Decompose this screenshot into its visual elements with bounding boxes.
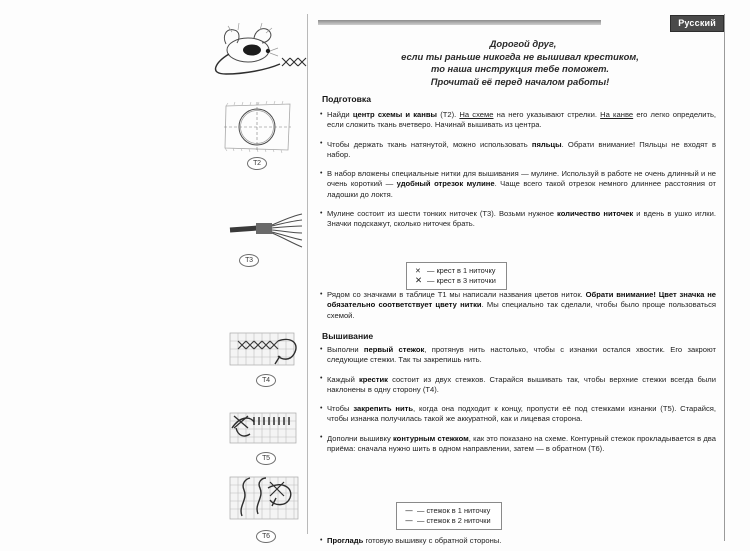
legend-label: — крест в 3 ниточки <box>427 276 496 285</box>
instruction-bullet: • Чтобы закрепить нить, когда она подходит к концу, пропусти её под стежками изнанки (T5). Старайся, чтобы изнанка получилась такой же аккуратной, как и лицевая сторона. <box>320 404 716 425</box>
instruction-bullet: • Чтобы держать ткань натянутой, можно использовать пяльцы. Обрати внимание! Пяльцы не входят в набор. <box>320 140 716 161</box>
preparation-heading: Подготовка <box>322 94 371 104</box>
figure-label-t5: T5 <box>256 452 276 465</box>
header-rule <box>318 20 601 25</box>
instruction-bullet: • Дополни вышивку контурным стежком, как это показано на схеме. Контурный стежок прокладывается в два приёма: сначала нужно шить в одном направлении, затем — в обратном (T6). <box>320 434 716 455</box>
legend-box-cross <box>406 262 507 290</box>
legend-label: — стежок в 2 ниточки <box>417 516 491 525</box>
instruction-bullet: • В набор вложены специальные нитки для вышивания — мулине. Используй в работе не очень длинный и не очень короткий — удобный отрезок мулине. Чаще всего такой отрезок немного длиннее расстояния от ладошки до локтя. <box>320 169 716 200</box>
embroidery-bullet-list <box>320 345 716 454</box>
figure-label-t4: T4 <box>256 374 276 387</box>
figure-t6 <box>228 474 304 540</box>
text-column <box>318 14 718 545</box>
figure-t2 <box>222 100 294 167</box>
legend-symbol-icon: ✕ <box>415 276 423 286</box>
figure-t3 <box>228 212 304 264</box>
figure-label-t3: T3 <box>239 254 259 267</box>
legend-label: — крест в 1 ниточку <box>427 266 496 275</box>
intro-line-4: Прочитай её перед началом работы! <box>430 75 610 87</box>
figure-t4 <box>228 330 304 384</box>
instruction-bullet: • Рядом со значками в таблице T1 мы написали названия цветов ниток. Обрати внимание! Цвет значка не обязательно соответствует цвету нитки. Мы специально так сделали, чтобы было проще пользоваться схемой. <box>320 290 716 321</box>
preparation-section <box>320 94 716 239</box>
preparation-bullet-list <box>320 110 716 230</box>
figure-mouse <box>196 18 308 84</box>
embroidery-section <box>320 345 716 463</box>
instruction-bullet: • Мулине состоит из шести тонких ниточек (T3). Возьми нужное количество ниточек и вдень в ушко иглки. Значки подскажут, сколько ниточек брать. <box>320 209 716 230</box>
intro-greeting <box>326 38 714 88</box>
illustration-column <box>0 0 307 551</box>
preparation-bullet-list-2 <box>320 290 716 321</box>
legend-box-backstitch <box>396 502 502 530</box>
column-divider <box>307 14 308 534</box>
language-badge: Русский <box>670 15 724 32</box>
intro-line-2: если ты раньше никогда не вышивал крестиком, <box>401 50 639 62</box>
legend-row <box>405 516 491 526</box>
legend-row <box>415 266 496 276</box>
legend-symbol-icon: — <box>405 516 412 525</box>
legend-row <box>405 506 491 516</box>
legend-backstitch <box>396 501 750 539</box>
instruction-bullet: • Выполни первый стежок, протянув нить настолько, чтобы с изнанки остался хвостик. Его закроют следующие стежки. Так ты закрепишь нить. <box>320 345 716 366</box>
final-note <box>320 536 716 555</box>
instruction-bullet: • Найди центр схемы и канвы (T2). На схеме на него указывают стрелки. На канве его легко определить, если сложить ткань вчетверо. Начинай вышивать из центра. <box>320 110 716 131</box>
instruction-bullet: • Прогладь готовую вышивку с обратной стороны. <box>320 536 716 546</box>
intro-line-1: Дорогой друг, <box>489 38 557 49</box>
embroidery-heading: Вышивание <box>322 331 374 341</box>
figure-t5 <box>228 408 304 462</box>
legend-label: — стежок в 1 ниточку <box>417 506 491 515</box>
intro-line-3: то наша инструкция тебе поможет. <box>431 63 609 75</box>
legend-row <box>415 276 496 286</box>
final-bullet-list <box>320 536 716 546</box>
instruction-bullet: • Каждый крестик состоит из двух стежков. Старайся вышивать так, чтобы верхние стежки всегда были наклонены в одну сторону (T4). <box>320 375 716 396</box>
preparation-section-continued <box>320 290 716 330</box>
legend-symbol-icon: — <box>405 506 412 515</box>
figure-label-t2: T2 <box>247 157 267 170</box>
legend-symbol-icon: ✕ <box>415 267 421 275</box>
figure-label-t6: T6 <box>256 530 276 543</box>
